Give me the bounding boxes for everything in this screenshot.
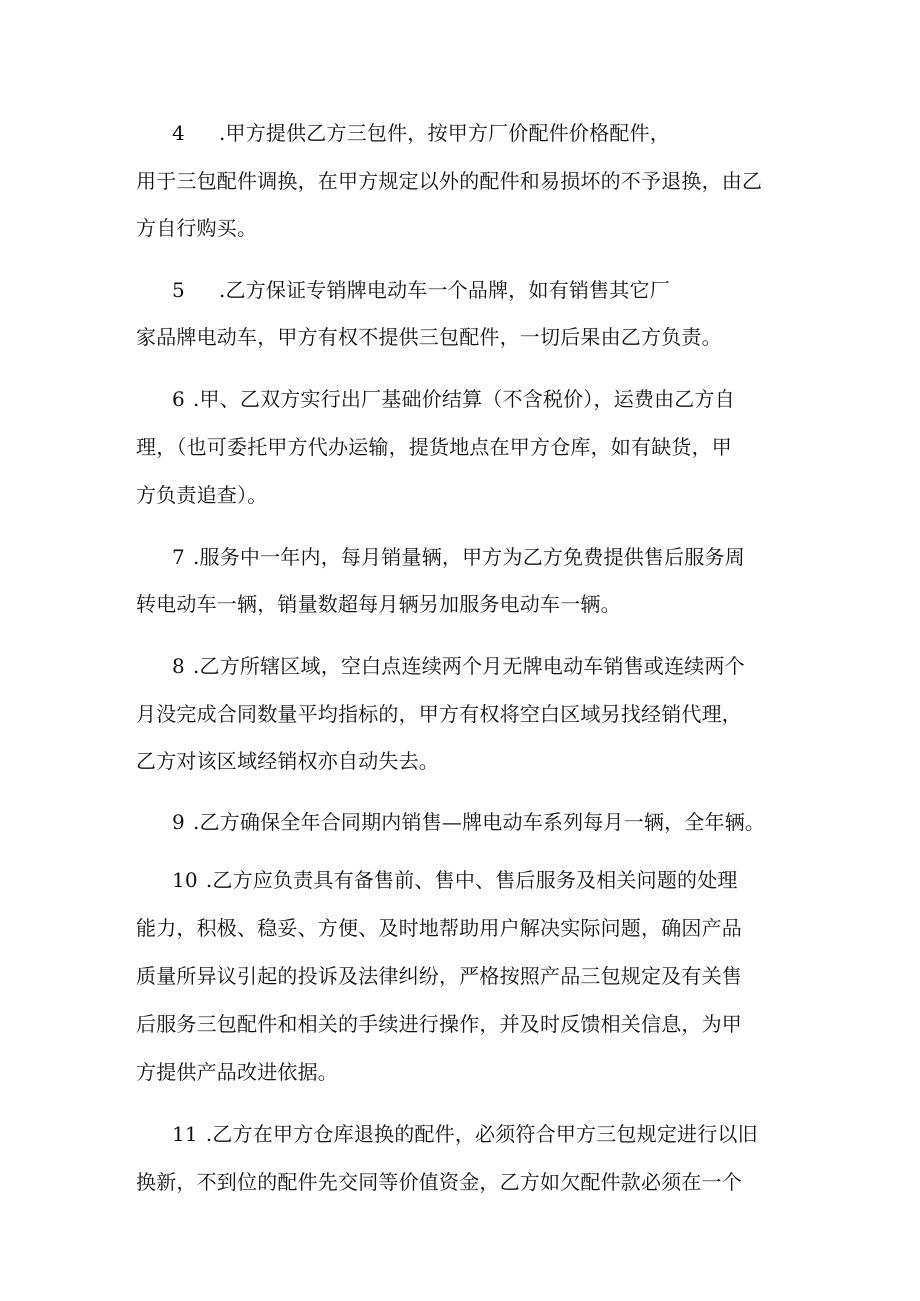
item-8-line-2: 月没完成合同数量平均指标的，甲方有权将空白区域另找经销代理，	[136, 702, 742, 726]
item-7-line-2: 转电动车一辆，销量数超每月辆另加服务电动车一辆。	[136, 592, 621, 616]
item-text: .乙方保证专销牌电动车一个品牌，如有销售其它厂	[218, 278, 670, 302]
item-5-line-2: 家品牌电动车，甲方有权不提供三包配件，一切后果由乙方负责。	[136, 325, 722, 349]
item-text: .甲、乙双方实行出厂基础价结算（不含税价），运费由乙方自	[192, 387, 735, 411]
item-number: 7	[172, 545, 185, 569]
item-10-line-4: 后服务三包配件和相关的手续进行操作，并及时反馈相关信息，为甲	[136, 1012, 742, 1036]
item-6-line-3: 方负责追查）。	[136, 483, 268, 507]
item-6-line-1	[172, 385, 832, 413]
item-text: .服务中一年内，每月销量辆，甲方为乙方免费提供售后服务周	[192, 545, 745, 569]
item-10-line-2: 能力，积极、稳妥、方便、及时地帮助用户解决实际问题，确因产品	[136, 916, 742, 940]
item-8-line-1	[172, 652, 832, 680]
item-number: 8	[172, 654, 185, 678]
item-text: .乙方所辖区域，空白点连续两个月无牌电动车销售或连续两个	[192, 654, 745, 678]
item-text: .乙方确保全年合同期内销售—牌电动车系列每月一辆，全年辆。	[192, 810, 766, 834]
item-text: .乙方在甲方仓库退换的配件，必须符合甲方三包规定进行以旧	[205, 1122, 758, 1146]
item-11-line-1	[172, 1120, 832, 1148]
item-10-line-1	[172, 866, 832, 894]
item-number: 9	[172, 810, 185, 834]
item-number: 10	[172, 868, 198, 892]
item-5-line-1	[172, 276, 832, 304]
item-6-line-2: 理，（也可委托甲方代办运输，提货地点在甲方仓库，如有缺货，甲	[136, 435, 732, 459]
item-text: .甲方提供乙方三包件，按甲方厂价配件价格配件，	[218, 121, 670, 145]
item-number: 4	[172, 121, 185, 145]
item-11-line-2: 换新，不到位的配件先交同等价值资金，乙方如欠配件款必须在一个	[136, 1170, 742, 1194]
item-number: 5	[172, 278, 185, 302]
item-8-line-3: 乙方对该区域经销权亦自动失去。	[136, 749, 439, 773]
item-7-line-1	[172, 543, 832, 571]
item-number: 6	[172, 387, 185, 411]
item-4-line-3: 方自行购买。	[136, 216, 258, 240]
item-4-line-2: 用于三包配件调换，在甲方规定以外的配件和易损坏的不予退换，由乙	[136, 169, 763, 193]
item-10-line-5: 方提供产品改进依据。	[136, 1060, 338, 1084]
item-text: .乙方应负责具有备售前、售中、售后服务及相关问题的处理	[205, 868, 738, 892]
item-9-line-1	[172, 808, 832, 836]
item-4-line-1	[172, 119, 832, 147]
item-number: 11	[172, 1122, 198, 1146]
item-10-line-3: 质量所异议引起的投诉及法律纠纷，严格按照产品三包规定及有关售	[136, 964, 742, 988]
